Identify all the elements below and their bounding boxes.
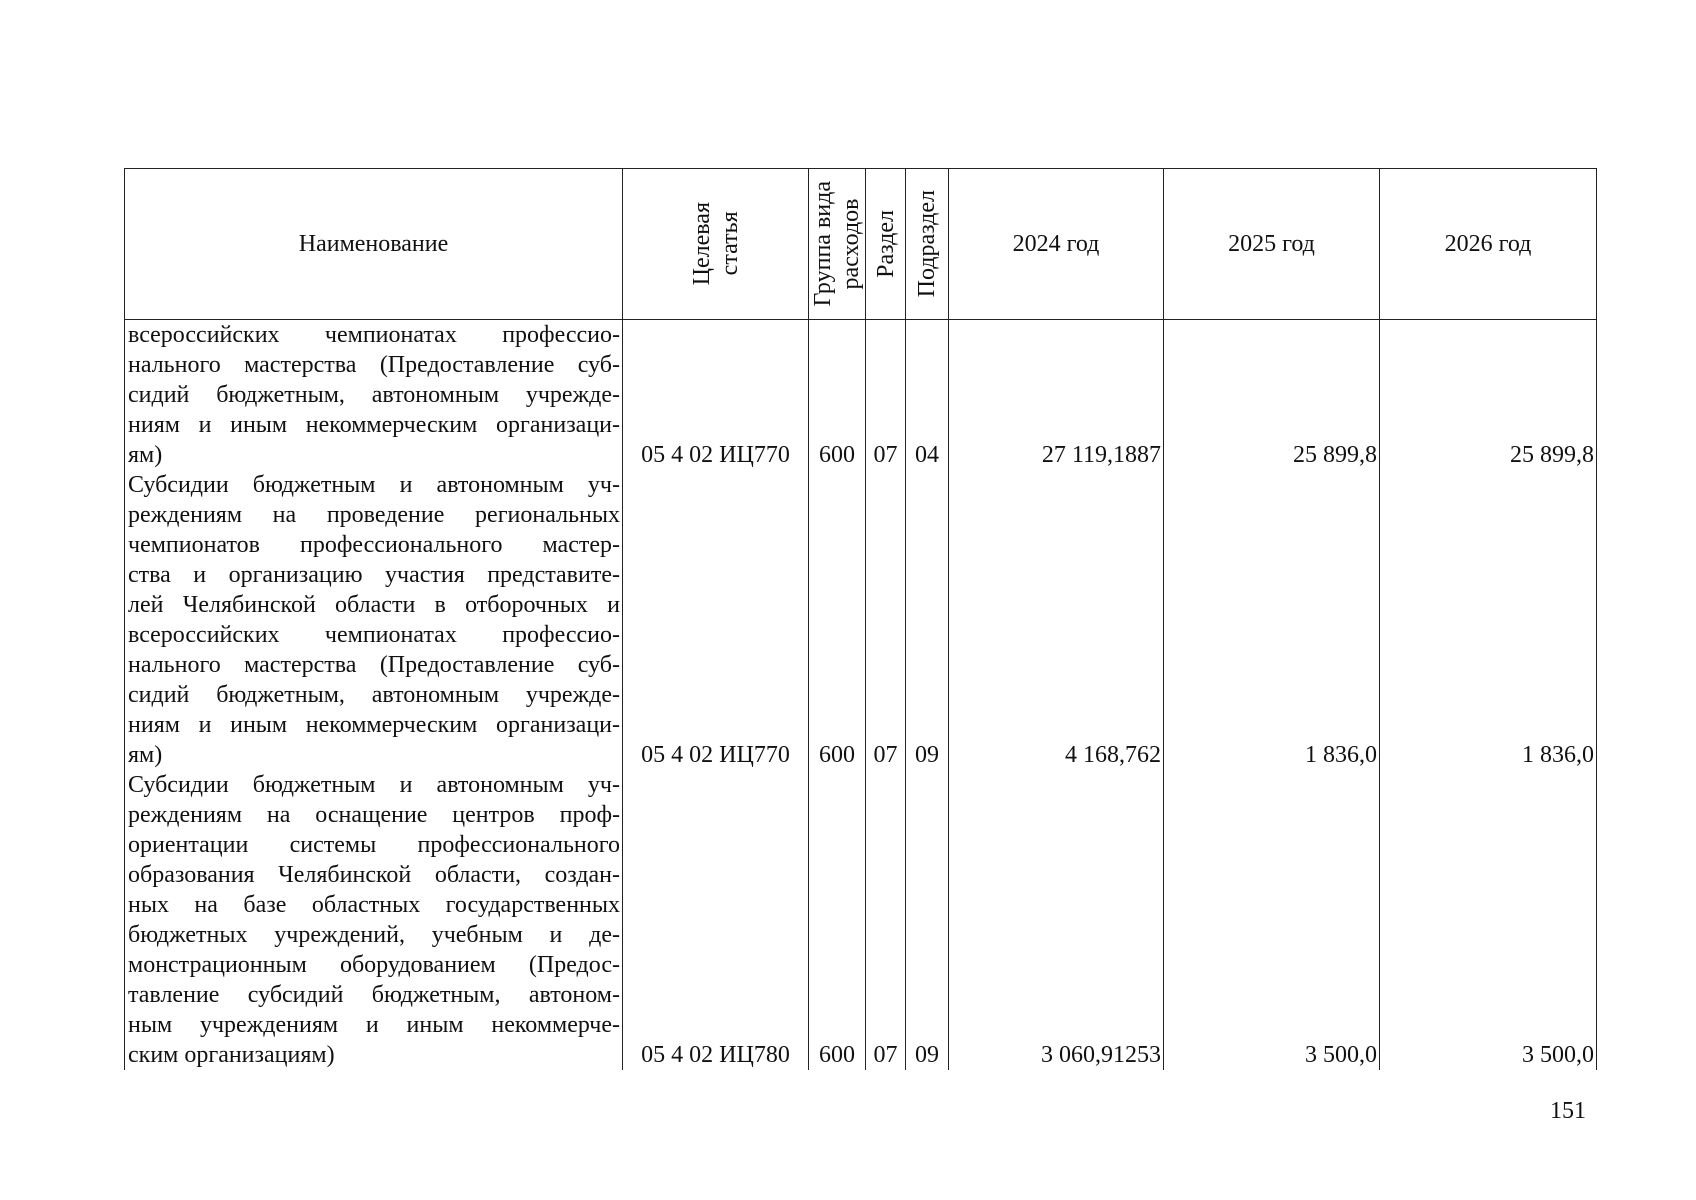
row-name-line: ниям и иным некоммерческим организаци- — [128, 412, 620, 438]
row-name-line: сидий бюджетным, автономным учрежде- — [128, 682, 620, 708]
row-name-line: реждениям на проведение региональных — [128, 502, 620, 528]
row-section: 07 — [866, 770, 906, 1070]
row-subsection: 09 — [906, 770, 949, 1070]
row-name-line: реждениям на оснащение центров проф- — [128, 802, 620, 828]
row-name-line: ных на базе областных государственных — [128, 892, 620, 918]
row-name-line: Субсидии бюджетным и автономным уч- — [128, 472, 620, 498]
budget-table — [124, 168, 1597, 1070]
row-target-article: 05 4 02 ИЦ780 — [623, 770, 809, 1070]
row-name-line: всероссийских чемпионатах профессио- — [128, 322, 620, 348]
header-target-article: Целевая статья — [623, 169, 809, 320]
header-expense-group: Группа вида расходов — [809, 169, 866, 320]
row-name-line: монстрационным оборудованием (Предос- — [128, 952, 620, 978]
row-name-line: ям) — [128, 742, 163, 768]
row-name-line: ства и организацию участия представите- — [128, 562, 620, 588]
row-section: 07 — [866, 320, 906, 471]
row-name-line: всероссийских чемпионатах профессио- — [128, 622, 620, 648]
row-subsection: 04 — [906, 320, 949, 471]
row-name-line: чемпионатов профессионального мастер- — [128, 532, 620, 558]
row-amount-2025: 25 899,8 — [1164, 320, 1380, 471]
header-year-2025: 2025 год — [1164, 169, 1380, 320]
header-year-2024: 2024 год — [949, 169, 1164, 320]
row-name — [125, 770, 623, 1070]
header-section: Раздел — [866, 169, 906, 320]
row-name-line: ориентации системы профессионального — [128, 832, 620, 858]
header-year-2026: 2026 год — [1380, 169, 1597, 320]
row-amount-2024: 3 060,91253 — [949, 770, 1164, 1070]
header-name: Наименование — [125, 169, 623, 320]
page-number: 151 — [1550, 1098, 1586, 1124]
row-name-line: нального мастерства (Предоставление суб- — [128, 352, 620, 378]
table-header-row — [125, 169, 1597, 320]
table-row — [125, 470, 1597, 770]
row-amount-2024: 4 168,762 — [949, 470, 1164, 770]
row-name-line: ниям и иным некоммерческим организаци- — [128, 712, 620, 738]
row-name-line: ным учреждениям и иным некоммерче- — [128, 1012, 620, 1038]
row-section: 07 — [866, 470, 906, 770]
row-amount-2024: 27 119,1887 — [949, 320, 1164, 471]
row-name-line: нального мастерства (Предоставление суб- — [128, 652, 620, 678]
table-row — [125, 770, 1597, 1070]
row-expense-group: 600 — [809, 320, 866, 471]
row-expense-group: 600 — [809, 770, 866, 1070]
row-name — [125, 320, 623, 471]
row-name-line: ским организациям) — [128, 1042, 335, 1068]
row-name-line: сидий бюджетным, автономным учрежде- — [128, 382, 620, 408]
row-target-article: 05 4 02 ИЦ770 — [623, 320, 809, 471]
row-name-line: Субсидии бюджетным и автономным уч- — [128, 772, 620, 798]
row-amount-2026: 25 899,8 — [1380, 320, 1597, 471]
row-name-line: лей Челябинской области в отборочных и — [128, 592, 620, 618]
table-row — [125, 320, 1597, 471]
row-target-article: 05 4 02 ИЦ770 — [623, 470, 809, 770]
row-amount-2026: 3 500,0 — [1380, 770, 1597, 1070]
row-amount-2025: 1 836,0 — [1164, 470, 1380, 770]
row-name-line: тавление субсидий бюджетным, автоном- — [128, 982, 620, 1008]
row-name — [125, 470, 623, 770]
row-name-line: ям) — [128, 442, 163, 468]
row-amount-2025: 3 500,0 — [1164, 770, 1380, 1070]
row-subsection: 09 — [906, 470, 949, 770]
row-expense-group: 600 — [809, 470, 866, 770]
row-name-line: образования Челябинской области, создан- — [128, 862, 620, 888]
row-amount-2026: 1 836,0 — [1380, 470, 1597, 770]
row-name-line: бюджетных учреждений, учебным и де- — [128, 922, 620, 948]
header-subsection: Подраздел — [906, 169, 949, 320]
